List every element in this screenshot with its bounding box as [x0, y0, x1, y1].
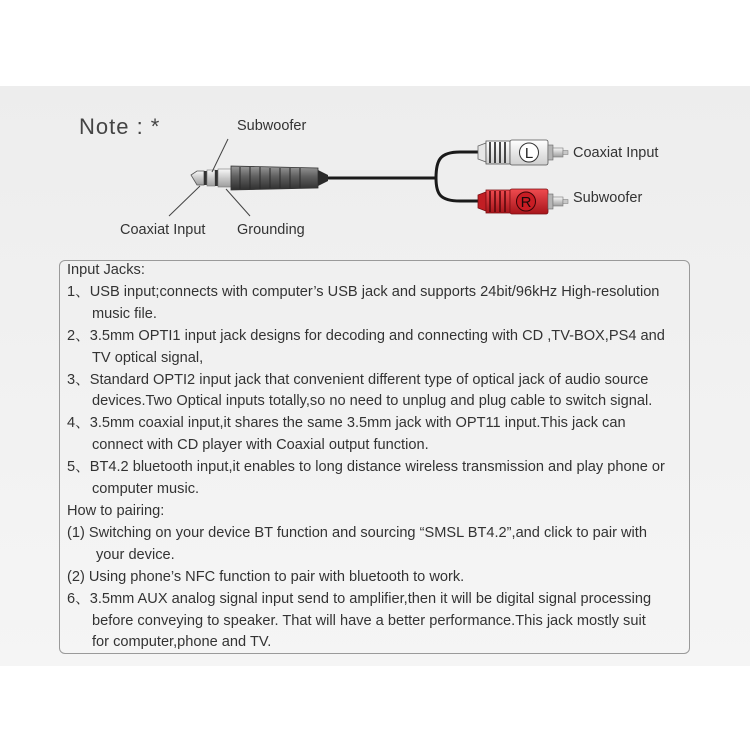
note-title: Note : *: [79, 114, 161, 139]
list-item-cont: devices.Two Optical inputs totally,so no need to unplug and plug cable to switch signal.: [92, 393, 653, 410]
list-item: 3、Standard OPTI2 input jack that convenient different type of optical jack of audio source: [67, 371, 649, 388]
list-item: (2) Using phone’s NFC function to pair with bluetooth to work.: [67, 568, 465, 585]
info-text: [67, 260, 687, 654]
plug-r-label: R: [520, 194, 532, 211]
list-item-cont: for computer,phone and TV.: [92, 634, 272, 651]
label-subwoofer-right: Subwoofer: [573, 190, 643, 206]
section-heading: Input Jacks:: [67, 262, 145, 278]
list-item-cont: your device.: [96, 546, 175, 563]
list-item-cont: music file.: [92, 305, 157, 322]
plug-l-label: L: [524, 145, 534, 162]
rca-plug-white: [478, 140, 568, 165]
list-item-cont: TV optical signal,: [92, 349, 204, 366]
cable: [328, 152, 478, 201]
section-heading: How to pairing:: [67, 502, 165, 519]
label-coaxial-left: Coaxiat Input: [120, 222, 206, 238]
list-item-cont: before conveying to speaker. That will have a better performance.This jack mostly suit: [92, 612, 646, 629]
list-item: 5、BT4.2 bluetooth input,it enables to long distance wireless transmission and play phone or: [67, 459, 665, 476]
label-subwoofer-top: Subwoofer: [237, 118, 307, 134]
list-item: 1、USB input;connects with computer’s USB jack and supports 24bit/96kHz High-resolution: [67, 283, 660, 300]
label-coaxial-right: Coaxiat Input: [573, 145, 659, 161]
list-item: 4、3.5mm coaxial input,it shares the same 3.5mm jack with OPT11 input.This jack can: [67, 415, 626, 432]
list-item-cont: computer music.: [92, 481, 200, 498]
cable-diagram: [0, 0, 750, 260]
rca-plug-red: [478, 189, 568, 214]
plug-3-5mm: [191, 166, 328, 190]
label-grounding: Grounding: [237, 222, 305, 238]
list-item-cont: connect with CD player with Coaxial output function.: [92, 437, 429, 454]
list-item: 2、3.5mm OPTI1 input jack designs for decoding and connecting with CD ,TV-BOX,PS4 and: [67, 327, 665, 344]
list-item: (1) Switching on your device BT function and sourcing “SMSL BT4.2”,and click to pair with: [67, 524, 647, 541]
list-item: 6、3.5mm AUX analog signal input send to amplifier,then it will be digital signal processing: [67, 590, 652, 607]
